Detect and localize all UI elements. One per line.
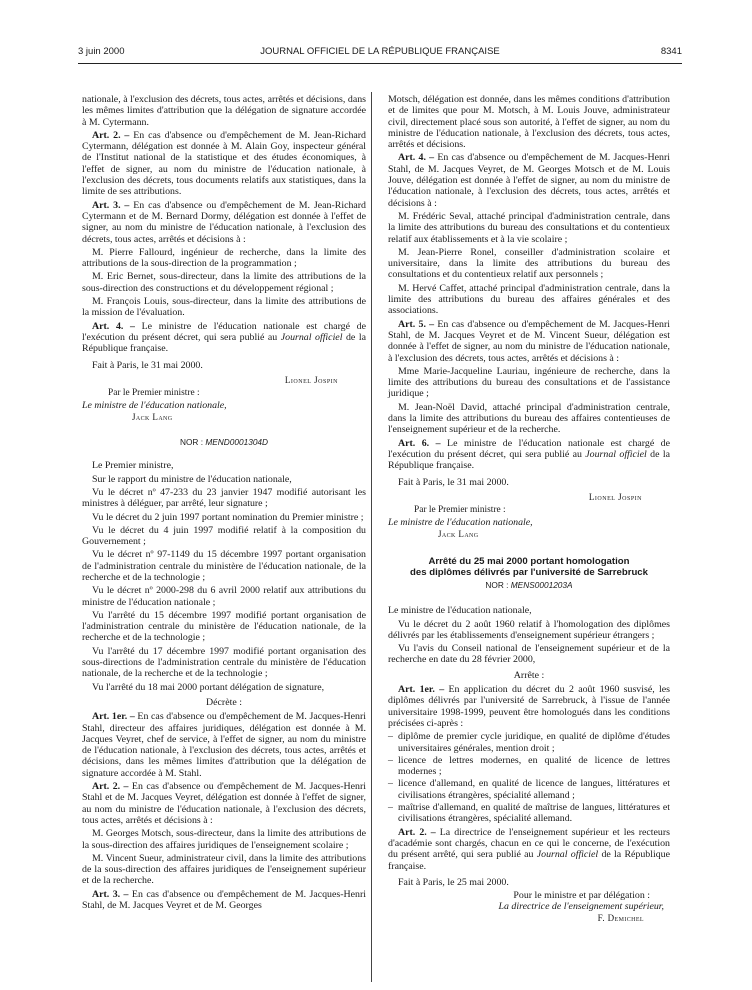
article-paragraph bbox=[82, 781, 366, 826]
signature-date: Fait à Paris, le 31 mai 2000. bbox=[398, 476, 509, 488]
article-text: En cas d'absence ou d'empêchement de M. Jacques-Henri Stahl, de M. Jacques Veyret et de M. Vincent Sueur, délégation est donnée à l'effet de signer, au nom du ministre de l'éducation nationale, à l'exclusion des décrets, tous actes, arrêtés et décisions à : bbox=[388, 318, 670, 364]
article-label: Art. 2. – bbox=[398, 826, 436, 838]
delegate-item: M. François Louis, sous-directeur, dans la limite des attributions de la mission de l'évaluation. bbox=[82, 296, 366, 319]
signature-date: Fait à Paris, le 31 mai 2000. bbox=[92, 359, 203, 371]
nor-reference bbox=[388, 580, 670, 591]
signature-role: Le ministre de l'éducation nationale, bbox=[388, 517, 533, 529]
signature-by: Par le Premier ministre : bbox=[108, 388, 200, 399]
signature-date: Fait à Paris, le 25 mai 2000. bbox=[398, 876, 509, 888]
article-label: Art. 2. – bbox=[92, 129, 130, 141]
article-label: Art. 4. – bbox=[92, 320, 135, 332]
arrete-title-line: Arrêté du 25 mai 2000 portant homologation bbox=[428, 555, 630, 567]
article-text: de la République française. bbox=[388, 849, 670, 872]
article-text: En cas d'absence ou d'empêchement de M. Jacques-Henri Stahl et de M. Jacques Veyret, délégation est donnée à l'effet de signer, au nom du ministre de l'éducation nationale, à l'exclusion des décrets, tous actes, arrêtés et décisions à : bbox=[82, 781, 366, 826]
article-label: Art. 3. – bbox=[92, 199, 130, 211]
article-text: de la République française. bbox=[388, 448, 670, 472]
delegate-item: M. Vincent Sueur, administrateur civil, dans la limite des attributions de la sous-direction des affaires juridiques de l'enseignement supérieur et de la recherche. bbox=[82, 852, 366, 887]
journal-officiel-ref: Journal officiel bbox=[280, 331, 343, 343]
article-paragraph bbox=[388, 152, 670, 208]
article-paragraph bbox=[82, 889, 366, 912]
article-text: de la République française. bbox=[82, 331, 366, 355]
visa: Vu l'arrêté du 18 mai 2000 portant délégation de signature, bbox=[92, 681, 325, 693]
article-label: Art. 4. – bbox=[398, 152, 435, 164]
article-label: Art. 1er. – bbox=[398, 684, 445, 696]
article-paragraph bbox=[82, 711, 366, 779]
visa: Vu le décret du 2 juin 1997 portant nomination du Premier ministre ; bbox=[92, 511, 364, 523]
header-page-number: 8341 bbox=[660, 46, 682, 57]
article-text: La directrice de l'enseignement supérieur et les recteurs d'académie sont chargés, chacun en ce qui le concerne, de l'exécution du présent arrêté, qui sera publié au bbox=[388, 826, 670, 861]
paragraph: Motsch, délégation est donnée, dans les mêmes conditions d'attribution et de limites que pour M. Motsch, à M. Louis Jouve, administrateur civil, directement placé sous son autorité, à l'effet de signer, au nom du ministre de l'éducation nationale, à l'exclusion des décrets, tous actes, arrêtés et décisions. bbox=[388, 94, 670, 151]
header-journal-title: JOURNAL OFFICIEL DE LA RÉPUBLIQUE FRANÇAISE bbox=[260, 46, 500, 57]
article-paragraph bbox=[388, 684, 670, 729]
journal-officiel-ref: Journal officiel bbox=[536, 849, 599, 861]
visa: Vu le décret du 4 juin 1997 modifié relatif à la composition du Gouvernement ; bbox=[82, 524, 366, 548]
visa: Vu l'arrêté du 15 décembre 1997 modifié portant organisation de l'administration centrale du ministère de l'éducation nationale, de la recherche et de la technologie ; bbox=[82, 609, 366, 644]
nor-prefix: NOR : bbox=[179, 437, 206, 448]
article-label: Art. 2. – bbox=[92, 781, 129, 793]
visa: Vu l'arrêté du 17 décembre 1997 modifié portant organisation des sous-directions de l'administration centrale du ministère de l'éducation nationale, de la recherche et de la technologie ; bbox=[82, 645, 366, 680]
article-paragraph bbox=[82, 130, 366, 198]
signature-by: Par le Premier ministre : bbox=[414, 505, 506, 516]
minister-name: Jack Lang bbox=[438, 528, 479, 539]
article-paragraph bbox=[388, 827, 670, 872]
article-paragraph bbox=[82, 321, 366, 355]
visa: Sur le rapport du ministre de l'éducation nationale, bbox=[92, 473, 292, 485]
header-date: 3 juin 2000 bbox=[78, 46, 125, 57]
article-text: Le ministre de l'éducation nationale est chargé de l'exécution du présent décret, qui sera publié au bbox=[82, 320, 366, 343]
article-paragraph bbox=[388, 319, 670, 364]
page-header bbox=[78, 46, 682, 60]
article-text: En cas d'absence ou d'empêchement de M. Jacques-Henri Stahl, directeur des affaires juridiques, délégation est donnée à M. Jacques Veyret, chef de service, à l'effet de signer, au nom du ministre de l'éducation nationale, à l'exclusion des décrets, tous actes, arrêtés et décisions, dans les mêmes limites d'attribution que la délégation de signature accordée à M. Stahl. bbox=[82, 711, 366, 779]
article-text: Le ministre de l'éducation nationale est chargé de l'exécution du présent décret, qui sera publié au bbox=[388, 437, 671, 460]
visa: Vu le décret nº 2000-298 du 6 avril 2000 relatif aux attributions du ministre de l'éducation nationale ; bbox=[82, 585, 366, 608]
article-text: En cas d'absence ou d'empêchement de M. Jean-Richard Cytermann et de M. Bernard Dormy, délégation est donnée à l'effet de signer, au nom du ministre de l'éducation nationale, à l'exclusion des décrets, tous actes, arrêtés et décisions à : bbox=[82, 199, 366, 245]
arrete-title bbox=[388, 556, 670, 578]
delegate-item: M. Frédéric Seval, attaché principal d'administration centrale, dans la limite des attributions du bureau des consultations et du contentieux relatif aux établissements et à la vie scolaire ; bbox=[388, 210, 670, 245]
article-text: En cas d'absence ou d'empêchement de M. Jean-Richard Cytermann, délégation est donnée à M. Alain Goy, inspecteur général de l'Institut national de la statistique et des études économiques, à l'effet de signer, au nom du ministre de l'éducation nationale, à l'exclusion des décrets, tous documents relatifs aux statistiques, dans la limite de ses attributions. bbox=[82, 129, 366, 198]
list-item: – licence de lettres modernes, en qualité de licence de lettres modernes ; bbox=[388, 755, 670, 778]
list-item: – licence d'allemand, en qualité de licence de langues, littératures et civilisations étrangères, spécialité allemand ; bbox=[388, 778, 670, 801]
delegate-item: M. Georges Motsch, sous-directeur, dans la limite des attributions de la sous-direction des affaires juridiques de l'enseignement scolaire ; bbox=[82, 828, 366, 851]
paragraph: nationale, à l'exclusion des décrets, tous actes, arrêtés et décisions, dans les mêmes limites d'attribution que la délégation de signature accordée à M. Cytermann. bbox=[82, 94, 366, 128]
article-label: Art. 3. – bbox=[92, 888, 129, 900]
article-paragraph bbox=[388, 438, 670, 472]
nor-reference bbox=[82, 437, 366, 448]
list-item: – diplôme de premier cycle juridique, en qualité de diplôme d'études universitaires générales, mention droit ; bbox=[388, 731, 670, 754]
director-role: La directrice de l'enseignement supérieur, bbox=[498, 901, 664, 913]
director-name: F. Demichel bbox=[597, 912, 644, 923]
header-rule bbox=[78, 63, 682, 64]
arrete-heading: Arrête : bbox=[513, 669, 545, 681]
signature-role: Le ministre de l'éducation nationale, bbox=[82, 400, 227, 412]
article-label: Art. 1er. – bbox=[92, 711, 135, 723]
delegate-item: M. Pierre Fallourd, ingénieur de recherche, dans la limite des attributions de la sous-direction de la programmation ; bbox=[82, 246, 366, 270]
list-item: – maîtrise d'allemand, en qualité de maîtrise de langues, littératures et civilisations étrangères, spécialité allemand. bbox=[388, 802, 670, 825]
minister-name: Jack Lang bbox=[132, 411, 173, 422]
signer-name: Lionel Jospin bbox=[588, 491, 642, 502]
delegate-item: Mme Marie-Jacqueline Lauriau, ingénieure de recherche, dans la limite des attributions du bureau des consultations et de l'assistance juridique ; bbox=[388, 365, 670, 400]
right-column bbox=[388, 94, 670, 924]
article-paragraph bbox=[82, 200, 366, 245]
visa: Vu le décret du 2 août 1960 relatif à l'homologation des diplômes délivrés par les établissements d'enseignement supérieur étrangers ; bbox=[388, 618, 670, 641]
delegate-item: M. Eric Bernet, sous-directeur, dans la limite des attributions de la sous-direction des constructions et du développement régional ; bbox=[82, 271, 366, 294]
article-label: Art. 6. – bbox=[398, 437, 441, 449]
visa: Vu le décret nº 47-233 du 23 janvier 1947 modifié autorisant les ministres à déléguer, par arrêté, leur signature ; bbox=[82, 486, 366, 510]
nor-code: MENS0001203A bbox=[510, 579, 573, 590]
visa: Le Premier ministre, bbox=[92, 460, 174, 472]
visa: Vu le décret nº 97-1149 du 15 décembre 1997 portant organisation de l'administration centrale du ministère de l'éducation nationale, de la recherche et de la technologie ; bbox=[82, 549, 366, 583]
article-text: En application du décret du 2 août 1960 susvisé, les diplômes délivrés par l'université de Sarrebruck, à l'issue de l'année universitaire 1998-1999, peuvent être homologués dans les conditions précisées ci-après : bbox=[388, 684, 670, 729]
signer-name: Lionel Jospin bbox=[284, 374, 338, 385]
decrete-heading: Décrète : bbox=[206, 696, 242, 708]
delegate-item: M. Jean-Noël David, attaché principal d'administration centrale, dans la limite des attributions du bureau des affaires contentieuses de l'enseignement supérieur et de la recherche. bbox=[388, 401, 670, 436]
article-label: Art. 5. – bbox=[398, 318, 435, 330]
nor-code: MEND0001304D bbox=[205, 437, 269, 448]
article-text: En cas d'absence ou d'empêchement de M. Jacques-Henri Stahl, de M. Jacques Veyret et de M. Georges bbox=[82, 888, 366, 911]
arrete-title-line: des diplômes délivrés par l'université de Sarrebruck bbox=[410, 566, 648, 578]
left-column bbox=[82, 94, 366, 913]
diploma-list bbox=[388, 731, 670, 824]
delegation-line: Pour le ministre et par délégation : bbox=[513, 890, 650, 902]
nor-prefix: NOR : bbox=[485, 579, 511, 590]
visa: Vu l'avis du Conseil national de l'enseignement supérieur et de la recherche en date du 28 février 2000, bbox=[388, 643, 670, 666]
delegate-item: M. Jean-Pierre Ronel, conseiller d'administration scolaire et universitaire, dans la limite des attributions du bureau des consultations et du contentieux relatif aux personnels ; bbox=[388, 246, 670, 281]
column-divider bbox=[371, 92, 372, 982]
article-text: En cas d'absence ou d'empêchement de M. Jacques-Henri Stahl, de M. Jacques Veyret, de M. Georges Motsch et de M. Louis Jouve, délégation est donnée à l'effet de signer, au nom du ministre de l'éducation nationale, à l'exclusion des décrets, tous actes, arrêtés et décisions à : bbox=[388, 152, 670, 209]
delegate-item: M. Hervé Caffet, attaché principal d'administration centrale, dans la limite des attributions du bureau des affaires générales et des associations. bbox=[388, 282, 670, 317]
visa: Le ministre de l'éducation nationale, bbox=[388, 605, 532, 617]
journal-officiel-ref: Journal officiel bbox=[585, 448, 647, 460]
